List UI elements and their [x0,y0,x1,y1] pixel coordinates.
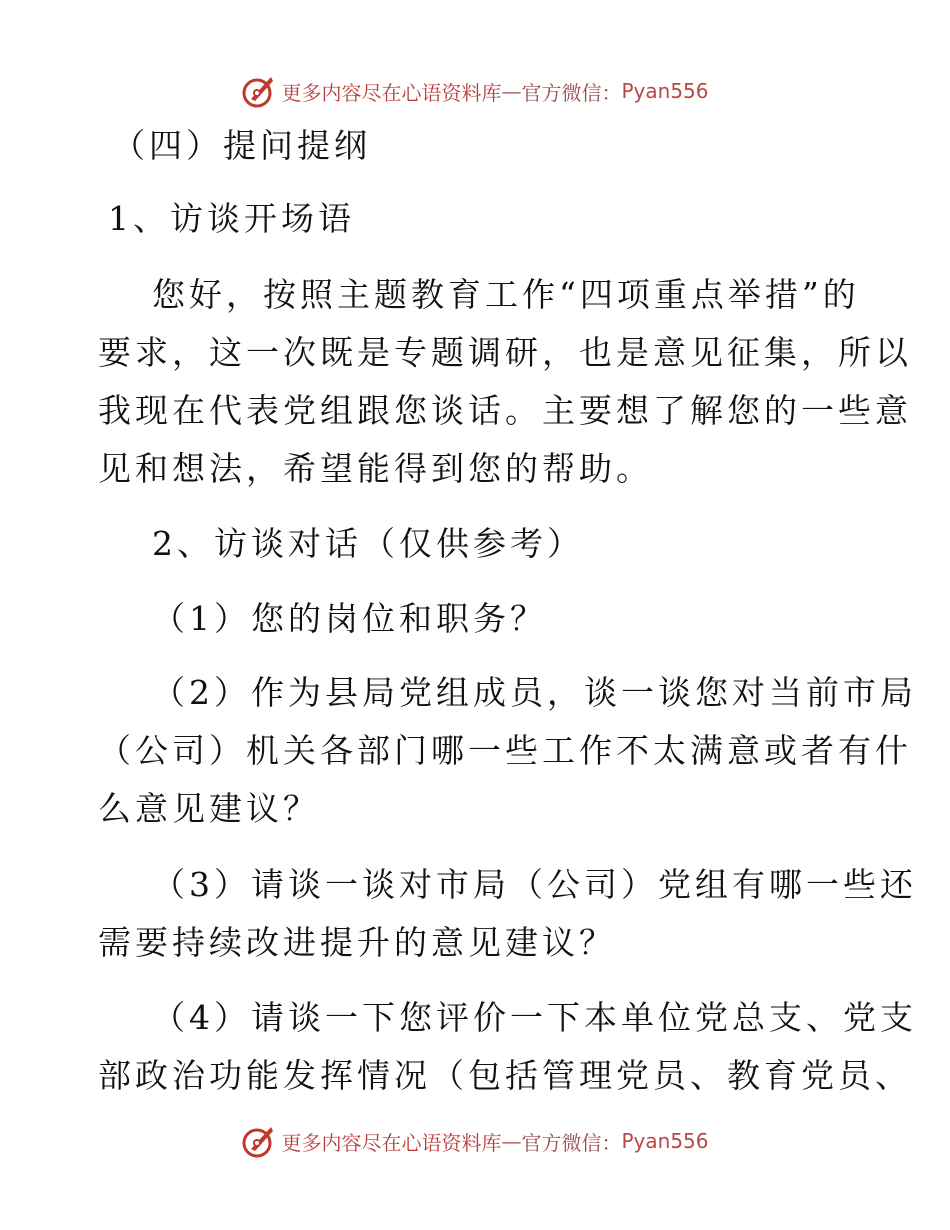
question-line: （4）请谈一下您评价一下本单位党总支、党支 [152,998,917,1037]
subheading-opening: 1、访谈开场语 [108,199,355,238]
watermark-wechat-label: 官方微信： [521,1130,622,1155]
question-line: 么意见建议？ [98,789,320,828]
quill-logo-icon [241,73,277,109]
paragraph-line: 要求，这一次既是专题调研，也是意见征集，所以 [98,333,912,372]
quill-logo-icon [241,1123,277,1159]
question-line: 需要持续改进提升的意见建议？ [98,923,616,962]
question-line: （2）作为县局党组成员，谈一谈您对当前市局 [152,673,917,712]
watermark-dash: — [501,1129,522,1153]
paragraph-line: 我现在代表党组跟您谈话。主要想了解您的一些意 [98,391,912,430]
question-line: （3）请谈一谈对市局（公司）党组有哪一些还 [152,865,917,904]
question-line: （公司）机关各部门哪一些工作不太满意或者有什 [98,731,912,770]
watermark-main-text: 更多内容尽在心语资料库 [281,1130,502,1155]
watermark-wechat-label: 官方微信： [521,80,622,105]
watermark-header [0,71,950,111]
section-heading: （四）提问提纲 [112,126,371,165]
question-line: 部政治功能发挥情况（包括管理党员、教育党员、 [98,1056,912,1095]
watermark-footer [0,1121,950,1161]
paragraph-line: 见和想法，希望能得到您的帮助。 [98,449,653,488]
watermark-wechat-id: Pyan556 [621,79,709,103]
watermark-wechat-id: Pyan556 [621,1129,709,1153]
subheading-dialogue: 2、访谈对话（仅供参考） [152,524,584,563]
watermark-main-text: 更多内容尽在心语资料库 [281,80,502,105]
watermark-dash: — [501,79,522,103]
paragraph-line: 您好，按照主题教育工作“四项重点举措”的 [152,275,860,314]
question-line: （1）您的岗位和职务？ [152,599,547,638]
